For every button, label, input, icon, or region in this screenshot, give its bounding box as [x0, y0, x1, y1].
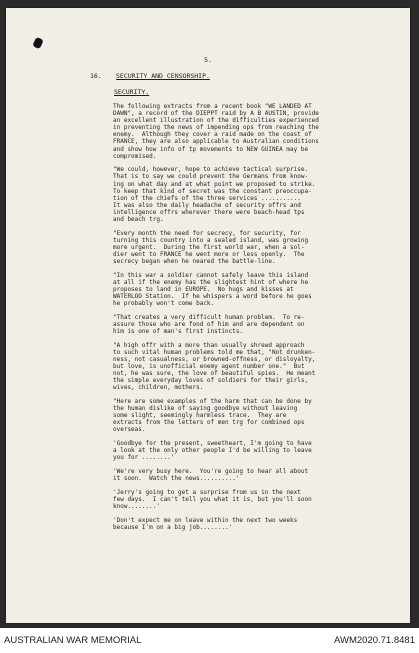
- section-number: 16.: [90, 72, 102, 80]
- paragraph-quote: "A high offr with a more than usually shrewd approach to such vital human problems told me that, "Not drunken- ness, not casualness, or browned-offness, or disloyalty, but love, is unofficial enemy agent number one." But not, he was sure, the love of beautiful spies. He meant the simple everyday loves of soldiers for their girls, wives, children, mothers.: [113, 341, 316, 392]
- paragraph-quote: "Every month the need for secrecy, for security, for turning this country into a sealed island, was growing more urgent. During the first world war, when a sol- dier went to FRANCE he went more or less openly. The secrecy began when he neared the battle-line.: [113, 229, 309, 266]
- punch-hole-mark: [32, 37, 43, 49]
- document-body: [113, 103, 403, 537]
- archive-footer: [0, 628, 419, 653]
- page-number: 5.: [204, 56, 212, 64]
- section-heading: [90, 72, 210, 80]
- subheading-security: SECURITY.: [114, 88, 150, 96]
- footer-institution: AUSTRALIAN WAR MEMORIAL: [4, 635, 142, 646]
- document-page: [6, 8, 410, 623]
- paragraph-quote: "That creates a very difficult human problem. To re- assure those who are fond of him and are dependent on him is one of man's first instincts.: [113, 313, 305, 335]
- letter-extract: 'Jerry's going to get a surprise from us in the next few days. I can't tell you what it is, but you'll soon know........': [113, 488, 312, 510]
- paragraph-quote: "In this war a soldier cannot safely leave this island at all if the enemy has the slightest hint of where he proposes to land in EUROPE. No hugs and kisses at WATERLOO Station. If he whispers a word before he goes he probably won't come back.: [113, 271, 312, 308]
- letter-extract: 'We're very busy here. You're going to hear all about it soon. Watch the news..........': [113, 467, 309, 482]
- footer-accession-number: AWM2020.71.8481: [334, 635, 415, 646]
- paragraph-intro: The following extracts from a recent book "WE LANDED AT DAWN", a record of the DIEPPT raid by A B AUSTIN, provide an excellent illustration of the difficulties experienced in preventing the news of impending ops from reaching the enemy. Although they cover a raid made on the coast of FRANCE, they are also applicable to Australian conditions and show how info of tp movements to NEW GUINEA may be compromised.: [113, 103, 319, 160]
- paragraph-quote: "We could, however, hope to achieve tactical surprise. That is to say we could prevent the Germans from know- ing on what day and at what point we proposed to strike. To keep that kind of secret was the constant preoccupa- tion of the chiefs of the three services ........... It was also the daily headache of security offrs and intelligence offrs wherever there were beach-head tps and beach trg.: [113, 166, 316, 223]
- section-title: SECURITY AND CENSORSHIP.: [116, 72, 210, 80]
- paragraph-quote: "Here are some examples of the harm that can be done by the human dislike of saying goodbye without leaving some slight, seemingly harmless trace. They are extracts from the letters of men trg for combined ops overseas.: [113, 397, 312, 434]
- letter-extract: 'Goodbye for the present, sweetheart, I'm going to have a look at the only other people I'd be willing to leave you for ........': [113, 440, 312, 462]
- letter-extract: 'Don't expect me on leave within the next two weeks because I'm on a big job........': [113, 516, 298, 531]
